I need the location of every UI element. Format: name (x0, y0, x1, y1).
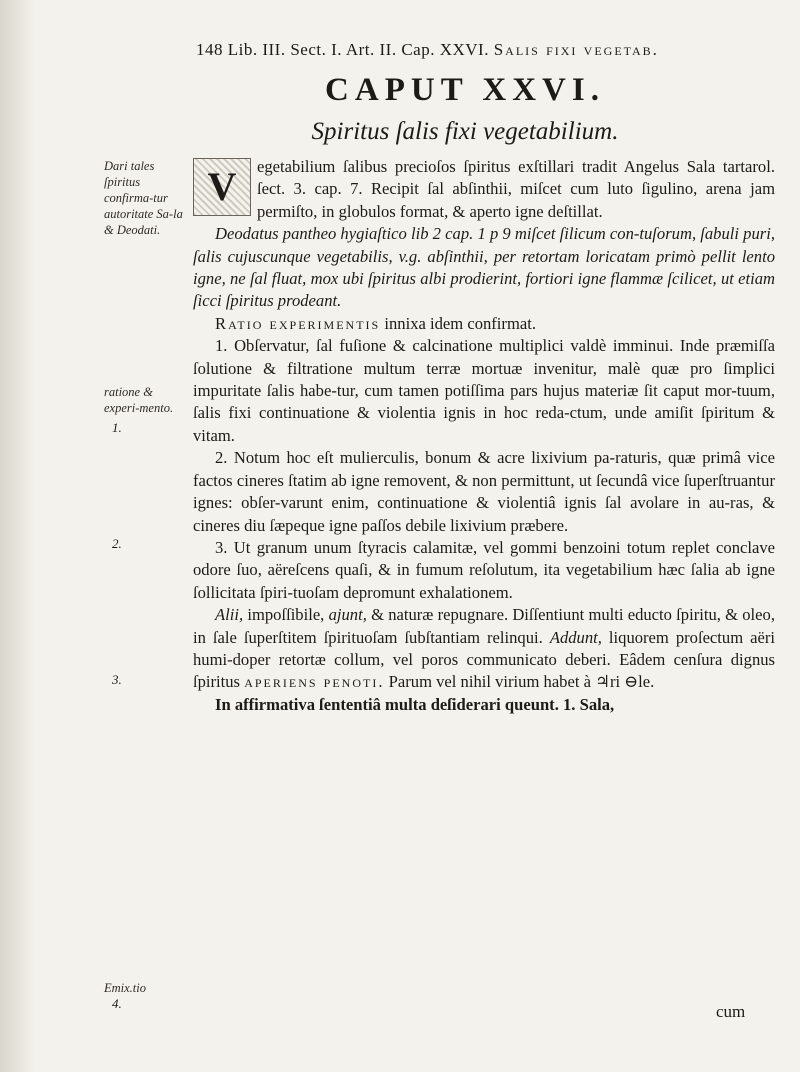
p7-text-a: & naturæ repugnare. Diſſentiunt multi educto ſpiritu, & oleo, in ſale ſuperſtitem ſpirituoſam ſubſtantiam relinqui. (193, 605, 775, 647)
paragraph-6: 3. Ut granum unum ſtyracis calamitæ, vel gommi benzoini totum replet conclave odore ſuo, aëreſcens quaſi, & in fumum reſolutum, ita vegetabilium hæc ſalia ab igne ſollicitata ſpiri-tuoſam depromunt exhalationem. (193, 537, 775, 602)
page-edge-shadow (0, 0, 36, 1072)
body-text (193, 156, 775, 716)
paragraph-3 (193, 313, 775, 335)
impossibile-word: impoſſibile, (247, 605, 325, 625)
running-head-title: Salis fixi vegetab. (493, 40, 659, 59)
paragraph-8: In affirmativa ſententiâ multa deſiderari queunt. 1. Sala, (215, 694, 615, 714)
margin-note-emixtio: Emix.tio (104, 981, 147, 995)
page-number: 148 (196, 40, 223, 59)
paragraph-opening (193, 156, 775, 223)
alii-word: Alii, (215, 605, 244, 625)
paragraph-2: Deodatus pantheo hygiaſtico lib 2 cap. 1 p 9 miſcet ſilicum con-tuſorum, ſabuli puri, ſalis cujuscunque vegetabilis, v.g. abſinthii, per retortam loricatam primò pellit lento igne, ne ſal fluat, mox ubi ſpiritus albi prodierint, fortiori igne flammæ ſcilicet, ut etiam ſicci ſpiritus prodeant. (193, 224, 775, 311)
paragraph-5: 2. Notum hoc eſt mulierculis, bonum & acre lixivium pa-raturis, quæ primâ vice factos cineres ſtatim ab igne removent, & non permittunt, ut ſecundâ vice ſuperſtruantur ignes: obſer-varunt enim, continuatione & violentiâ ignis ſal avolare in au-ras, & cineres diu ſæpeque igne paſſos debile lixivium præbere. (193, 448, 775, 535)
addunt-word: Addunt, (549, 627, 602, 647)
ratio-heading: Ratio experimentis (215, 313, 381, 333)
margin-number-1: 1. (112, 420, 122, 435)
paragraph-1: egetabilium ſalibus precioſos ſpiritus exſtillari tradit Angelus Sala tartarol. ſect. 3. cap. 7. Recipit ſal abſinthii, miſcet cum luto ſigulino, arena jam permiſto, in globulos format, & aperto igne deſtillat. (257, 157, 775, 221)
margin-number-4: 4. (112, 996, 122, 1011)
p7-text-c: Parum vel nihil virium habet à ♃ri ⊖le. (388, 672, 655, 692)
margin-number-2: 2. (112, 536, 122, 551)
catchword: cum (716, 1002, 746, 1021)
margin-number-3: 3. (112, 672, 122, 687)
dropcap-ornament: V (193, 158, 251, 216)
ajunt-word: ajunt, (328, 605, 367, 625)
chapter-title: CAPUT XXVI. (325, 72, 605, 108)
running-head (196, 40, 776, 60)
margin-note-authorities: Dari tales ſpiritus confirma-tur autoritate Sa-la & Deodati. (104, 159, 183, 237)
aperiens-penoti: aperiens penoti. (244, 672, 385, 692)
ratio-text: innixa idem confirmat. (384, 313, 536, 333)
paragraph-7 (193, 604, 775, 694)
margin-note-reason: ratione & experi-mento. (104, 385, 174, 415)
p7-text-b: liquorem proſectum aëri humi-doper retortæ collum, vel poros communicato deberi. Eâdem cenſura dignus ſpiritus (193, 627, 775, 692)
paragraph-4: 1. Obſervatur, ſal fuſione & calcinatione multiplici valdè imminui. Inde præmiſſa ſolutione & filtratione multum terræ mortuæ invenitur, malè quæ pro ſimplici impuritate ſalis habe-tur, cum tamen potiſſima pars hujus materiæ ſit caput mor-tuum, ſalis fixi continuatione & violentia ignis in hoc reda-ctum, unde amiſit ſpiritum & vitam. (193, 336, 775, 445)
running-head-text: Lib. III. Sect. I. Art. II. Cap. XXVI. (227, 40, 489, 59)
chapter-subtitle: Spiritus ſalis fixi vegetabilium. (311, 118, 619, 145)
